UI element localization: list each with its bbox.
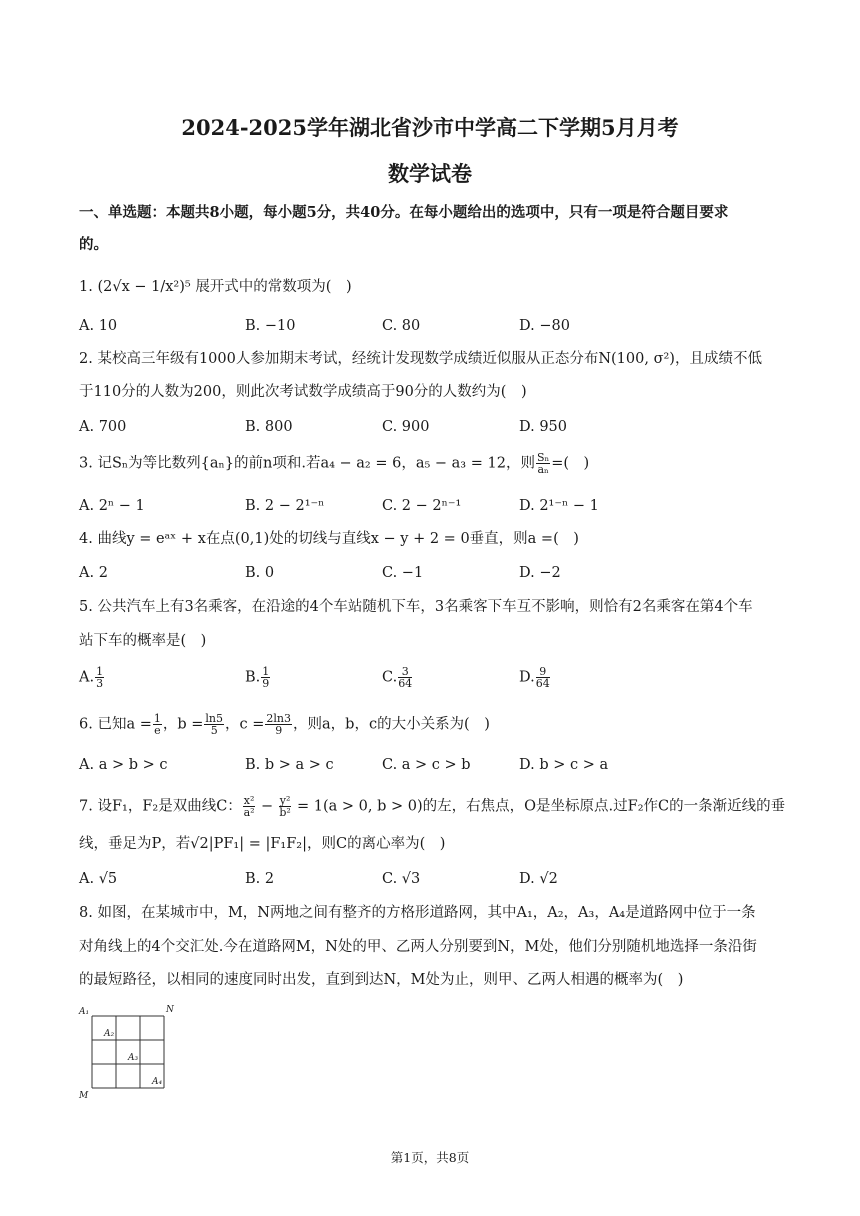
q5-line1: 5. 公共汽车上有3名乘客，在沿途的4个车站随机下车，3名乘客下车互不影响，则恰有2名乘客在第4个车 [79, 599, 753, 615]
exam-title: 2024-2025学年湖北省沙市中学高二下学期5月月考 [181, 115, 679, 140]
q1-option-c: C. 80 [382, 318, 421, 334]
q7-option-d: D. √2 [519, 871, 558, 887]
q3-option-c: C. 2 − 2ⁿ⁻¹ [382, 498, 462, 514]
q3-text-a: 3. 记Sₙ为等比数列{aₙ}的前n项和.若a₄ − a₂ = 6，a₅ − a₃ = 12，则 [79, 455, 535, 472]
q5-option-c: C. $\frac{3}{64}$ [382, 665, 413, 690]
q2-line1: 2. 某校高三年级有1000人参加期末考试，经统计发现数学成绩近似服从正态分布N(100, σ²)，且成绩不低 [79, 351, 762, 367]
q8-line1: 8. 如图，在某城市中，M，N两地之间有整齐的方格形道路网，其中A₁，A₂，A₃，A₄是道路网中位于一条 [79, 905, 756, 921]
label-n: N [166, 1005, 174, 1015]
q6-option-a: A. a > b > c [79, 757, 168, 773]
section-heading-line2: 的。 [79, 236, 108, 253]
q2-option-a: A. 700 [79, 419, 127, 435]
q7-line2: 线，垂足为P，若√2|PF₁| = |F₁F₂|，则C的离心率为( ) [79, 836, 446, 852]
label-a3: A₃ [128, 1053, 139, 1063]
label-a4: A₄ [152, 1077, 163, 1087]
q3-fraction: $\frac{\text{Sₙ}}{\text{aₙ}}$ [536, 451, 550, 476]
q6-option-d: D. b > c > a [519, 757, 609, 773]
q1-option-d: D. −80 [519, 318, 570, 334]
q1-option-a: A. 10 [79, 318, 118, 334]
q5-option-a: A. $\frac{1}{3}$ [79, 665, 104, 690]
q1-option-b: B. −10 [245, 318, 296, 334]
section-heading-line1: 一、单选题：本题共8小题，每小题5分，共40分。在每小题给出的选项中，只有一项是符合题目要求 [79, 204, 729, 221]
question-3 [79, 452, 779, 475]
q1-expression: (2√x − 1/x²)⁵ [97, 279, 191, 295]
label-m: M [79, 1091, 89, 1100]
q3-text-b: =( ) [551, 455, 590, 472]
q1-number: 1. [79, 279, 93, 295]
q1-text: 展开式中的常数项为( ) [195, 279, 352, 295]
q2-option-c: C. 900 [382, 419, 430, 435]
q7-option-a: A. √5 [79, 871, 118, 887]
label-a2: A₂ [104, 1029, 115, 1039]
q4-option-d: D. −2 [519, 565, 561, 581]
q3-option-a: A. 2ⁿ − 1 [79, 498, 145, 514]
q8-line2: 对角线上的4个交汇处.今在道路网M，N处的甲、乙两人分别要到N，M处，他们分别随机地选择一条沿街 [79, 939, 757, 955]
q3-option-d: D. 2¹⁻ⁿ − 1 [519, 498, 599, 514]
q2-option-d: D. 950 [519, 419, 568, 435]
q5-option-b: B. $\frac{1}{9}$ [245, 665, 270, 690]
q4-text: 4. 曲线y = eᵃˣ + x在点(0,1)处的切线与直线x − y + 2 = 0垂直，则a =( ) [79, 531, 579, 547]
q6-option-c: C. a > c > b [382, 757, 471, 773]
label-a1: A₁ [79, 1007, 90, 1017]
q4-option-b: B. 0 [245, 565, 275, 581]
road-grid-figure [78, 1004, 178, 1100]
question-6: 6. 已知a = $\frac{1}{e}$ ，b = $\frac{\ln 5}{5}$ ，c = $\frac{2\ln 3}{9}$ ，则a，b，c的大小关系为( ) [79, 712, 490, 737]
q7-option-b: B. 2 [245, 871, 275, 887]
page-footer: 第1页，共8页 [390, 1150, 470, 1165]
q5-line2: 站下车的概率是( ) [79, 633, 207, 649]
exam-subtitle: 数学试卷 [388, 161, 472, 186]
q7-option-c: C. √3 [382, 871, 421, 887]
q3-option-b: B. 2 − 2¹⁻ⁿ [245, 498, 325, 514]
q4-option-c: C. −1 [382, 565, 424, 581]
question-7-line1: 7. 设F₁，F₂是双曲线C： $\frac{\text{x²}}{\text{a²}}$ − $\frac{\text{y²}}{\text{b²}}$ = 1(a > 0, b > 0)的左，右焦点，O是坐标原点.过F₂作C的一条渐近线的垂 [79, 794, 786, 819]
q8-line3: 的最短路径，以相同的速度同时出发，直到到达N，M处为止，则甲、乙两人相遇的概率为( ) [79, 972, 684, 988]
question-1 [79, 277, 779, 297]
q5-option-d: D. $\frac{9}{64}$ [519, 665, 550, 690]
q6-option-b: B. b > a > c [245, 757, 334, 773]
q2-line2: 于110分的人数为200，则此次考试数学成绩高于90分的人数约为( ) [79, 384, 527, 400]
q4-option-a: A. 2 [79, 565, 108, 581]
q2-option-b: B. 800 [245, 419, 293, 435]
